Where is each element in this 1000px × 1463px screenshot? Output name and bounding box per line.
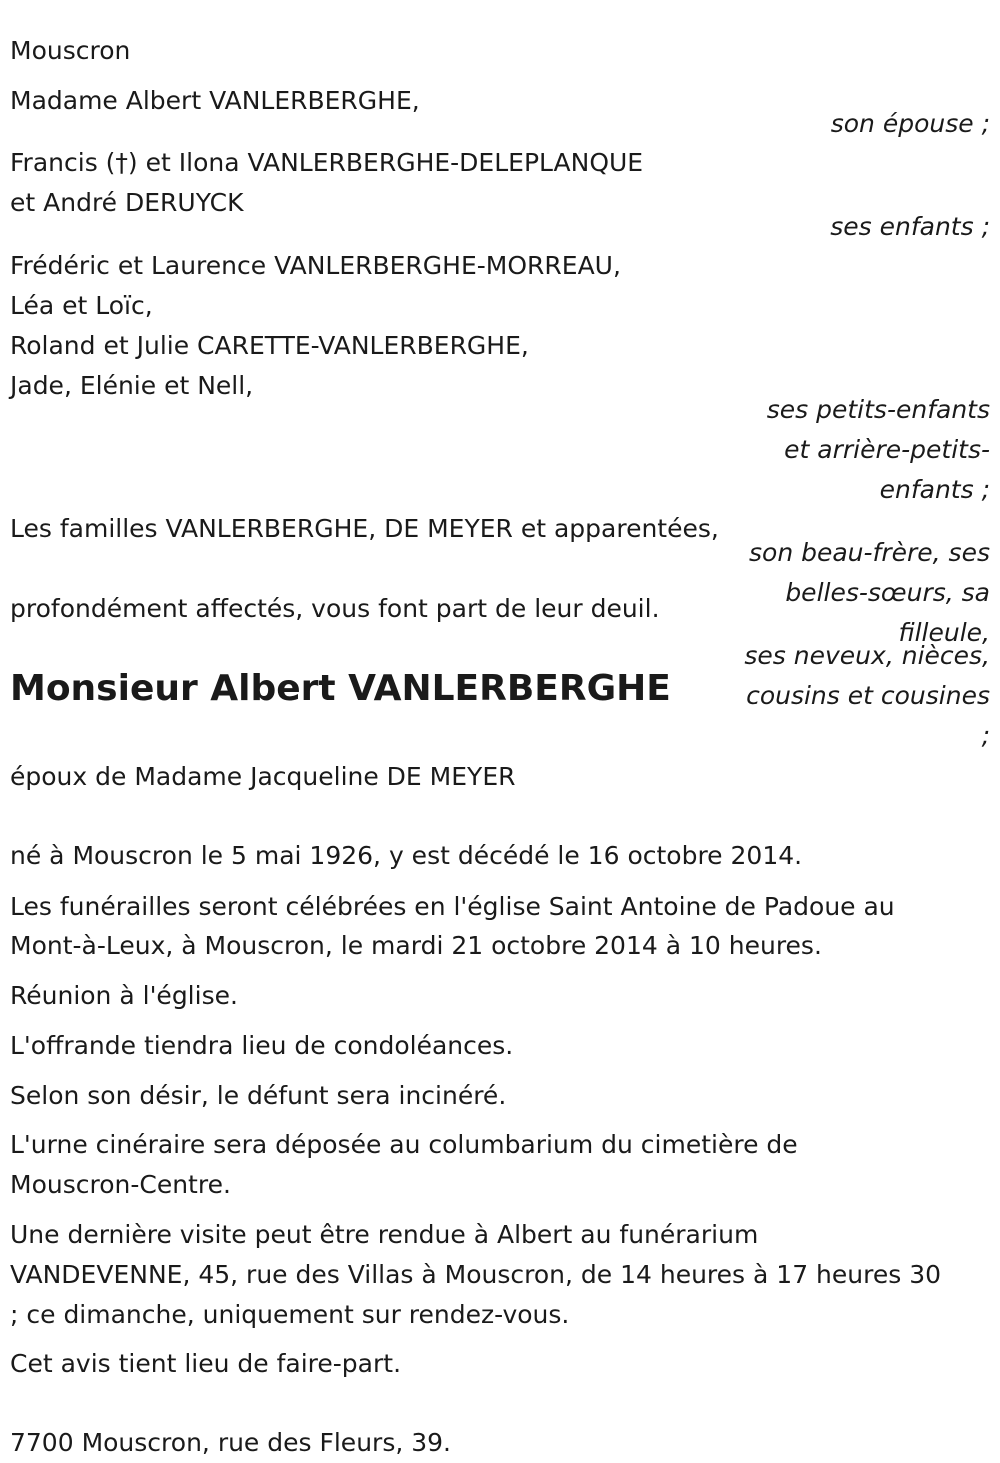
in-laws-role-3: filleule, bbox=[898, 618, 990, 647]
address-line: 7700 Mouscron, rue des Fleurs, 39. bbox=[10, 1428, 451, 1457]
grandchildren-line-2: Léa et Loïc, bbox=[10, 291, 153, 320]
children-role: ses enfants ; bbox=[830, 212, 990, 241]
visit-line-2: VANDEVENNE, 45, rue des Villas à Mouscron, de 14 heures à 17 heures 30 bbox=[10, 1260, 942, 1289]
grandchildren-line-1: Frédéric et Laurence VANLERBERGHE-MORREAU, bbox=[10, 251, 621, 280]
funeral-line-2: Mont-à-Leux, à Mouscron, le mardi 21 octobre 2014 à 10 heures. bbox=[10, 931, 822, 960]
funeral-line-1: Les funérailles seront célébrées en l'église Saint Antoine de Padoue au bbox=[10, 892, 895, 921]
grandchildren-role-3: enfants ; bbox=[879, 475, 990, 504]
visit-line-3: ; ce dimanche, uniquement sur rendez-vous. bbox=[10, 1300, 570, 1329]
in-laws-role-1: son beau-frère, ses bbox=[749, 538, 990, 567]
relatives-role-3: ; bbox=[981, 721, 990, 750]
urn-line-2: Mouscron-Centre. bbox=[10, 1170, 231, 1199]
meeting-line: Réunion à l'église. bbox=[10, 981, 238, 1010]
offering-line: L'offrande tiendra lieu de condoléances. bbox=[10, 1031, 514, 1060]
cremation-line: Selon son désir, le défunt sera incinéré. bbox=[10, 1081, 507, 1110]
relatives-role-1: ses neveux, nièces, bbox=[744, 641, 990, 670]
announcement-line: profondément affectés, vous font part de leur deuil. bbox=[10, 594, 660, 623]
children-line-2: et André DERUYCK bbox=[10, 188, 244, 217]
visit-line-1: Une dernière visite peut être rendue à Albert au funérarium bbox=[10, 1220, 759, 1249]
spouse-role: son épouse ; bbox=[830, 109, 990, 138]
spouse-line: Madame Albert VANLERBERGHE, bbox=[10, 86, 420, 115]
in-laws-role-2: belles-sœurs, sa bbox=[785, 578, 990, 607]
grandchildren-line-4: Jade, Elénie et Nell, bbox=[10, 371, 254, 400]
deceased-spouse-line: époux de Madame Jacqueline DE MEYER bbox=[10, 762, 516, 791]
notice-line: Cet avis tient lieu de faire-part. bbox=[10, 1349, 402, 1378]
birth-death-line: né à Mouscron le 5 mai 1926, y est décédé le 16 octobre 2014. bbox=[10, 841, 803, 870]
grandchildren-role-2: et arrière-petits- bbox=[784, 435, 990, 464]
children-line-1: Francis (†) et Ilona VANLERBERGHE-DELEPLANQUE bbox=[10, 148, 644, 177]
grandchildren-line-3: Roland et Julie CARETTE-VANLERBERGHE, bbox=[10, 331, 529, 360]
urn-line-1: L'urne cinéraire sera déposée au columbarium du cimetière de bbox=[10, 1130, 798, 1159]
deceased-name: Monsieur Albert VANLERBERGHE bbox=[10, 668, 671, 710]
relatives-role-2: cousins et cousines bbox=[746, 681, 990, 710]
city-heading: Mouscron bbox=[10, 36, 131, 65]
families-line: Les familles VANLERBERGHE, DE MEYER et apparentées, bbox=[10, 514, 719, 543]
grandchildren-role-1: ses petits-enfants bbox=[766, 395, 990, 424]
